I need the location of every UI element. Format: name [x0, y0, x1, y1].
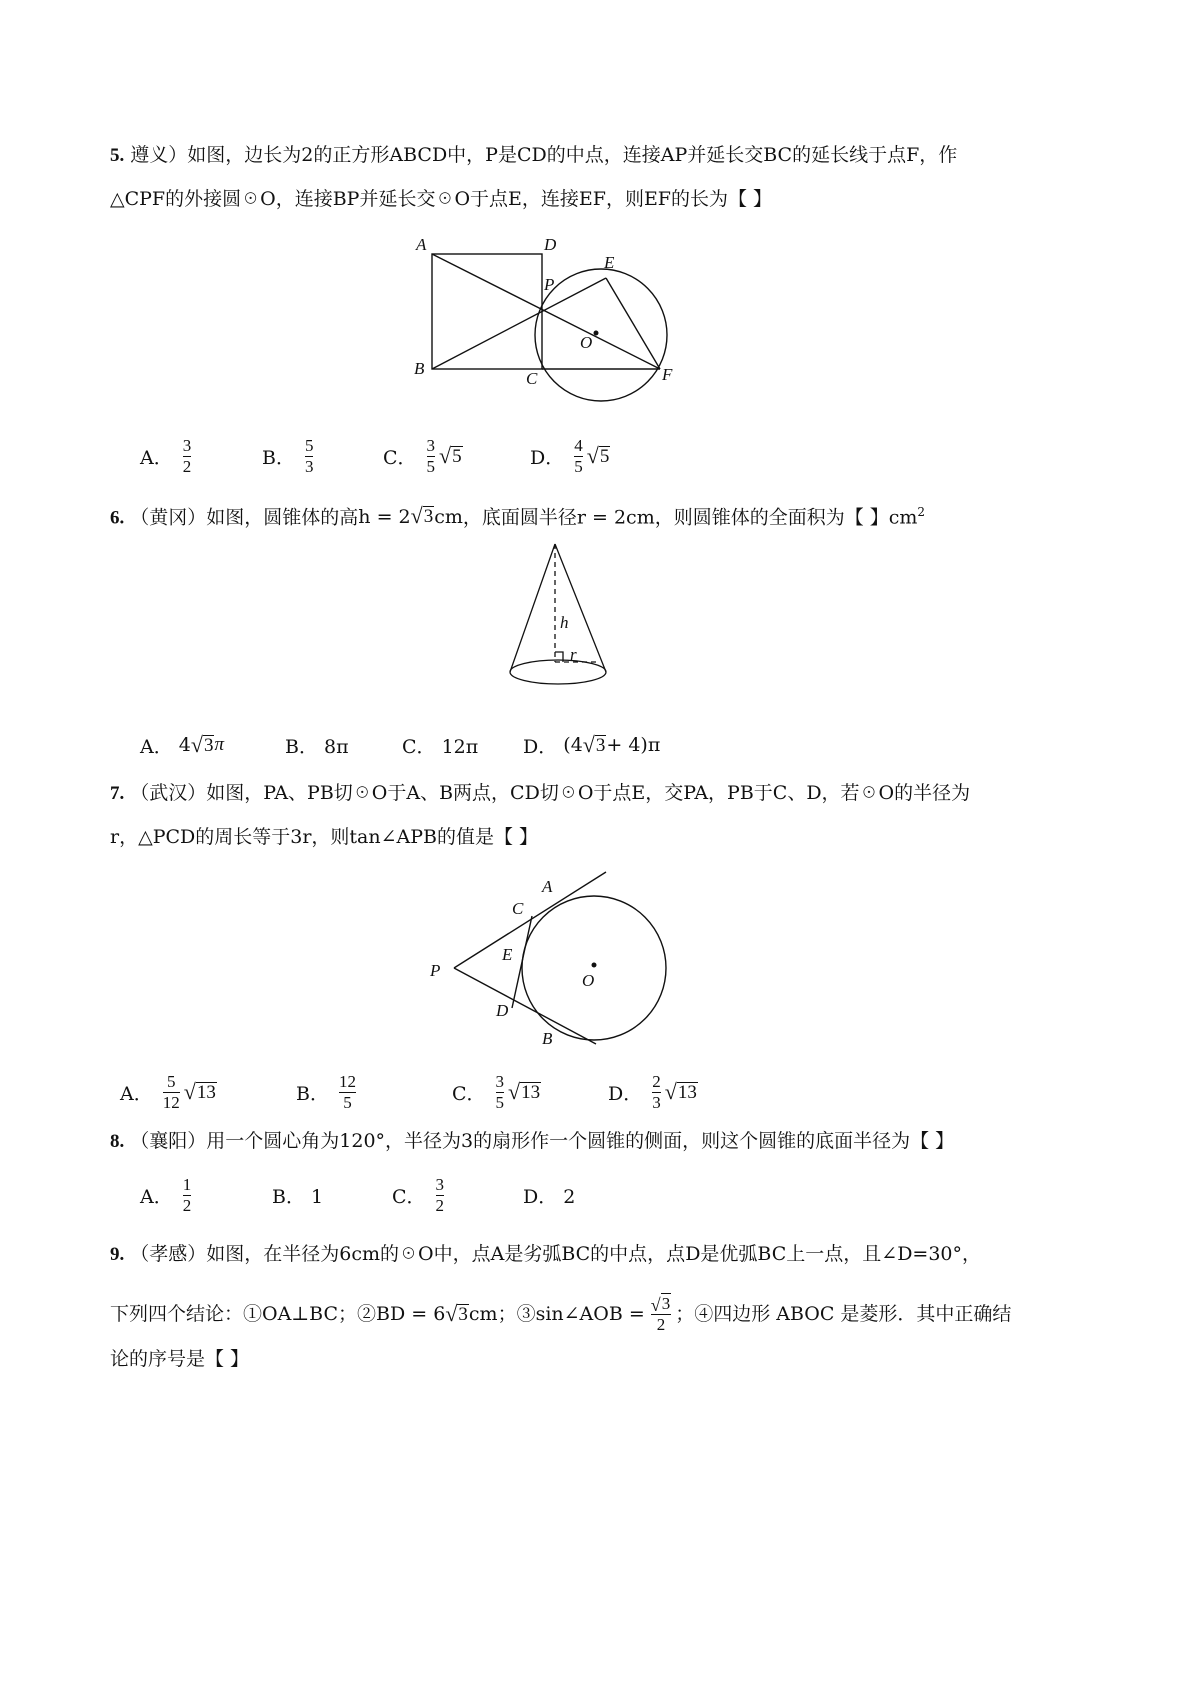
- q5-option-d-rad: 5: [599, 446, 610, 467]
- q5-option-c-den: 5: [426, 456, 436, 476]
- q9-bd-sqrt: √ 3: [445, 1301, 468, 1326]
- q9-text-3: 论的序号是【 】: [110, 1348, 250, 1370]
- q5-text-2: △CPF的外接圆☉O，连接BP并延长交☉O于点E，连接EF，则EF的长为【 】: [110, 188, 773, 210]
- q6-text-post: ，则圆锥体的全面积为【 】cm: [654, 506, 918, 529]
- q6-option-a-rad: 3: [203, 735, 214, 756]
- q6-option-b[interactable]: [285, 722, 349, 768]
- q5-label-o: O: [580, 333, 593, 352]
- q5-label-e: E: [604, 253, 615, 272]
- q7-option-b-num: 12: [338, 1071, 356, 1091]
- q7-option-d-letter: D．: [608, 1082, 643, 1105]
- q6-label-h: h: [560, 613, 569, 632]
- q6-line1: [110, 497, 925, 533]
- q7-option-d-frac: [652, 1072, 661, 1113]
- q6-label-r: r: [570, 645, 577, 664]
- q9-bd-rad: 3: [458, 1304, 468, 1325]
- q8-option-c-frac: [436, 1175, 445, 1216]
- q5-option-b[interactable]: [262, 433, 317, 479]
- q7-label-e: E: [502, 945, 513, 964]
- q5-label-p: P: [544, 275, 555, 294]
- q5-label-d: D: [544, 235, 557, 254]
- q7-option-b-frac: [339, 1072, 356, 1113]
- q7-option-c-letter: C．: [452, 1082, 486, 1105]
- q7-option-d-den: 3: [652, 1092, 661, 1112]
- q5-option-b-num: 5: [304, 435, 314, 455]
- q5-option-a[interactable]: [140, 433, 195, 479]
- q7-line1: [110, 778, 970, 809]
- q5-option-d-sqrt: √ 5: [586, 443, 610, 468]
- q6-figure: [500, 538, 620, 698]
- q7-option-b-den: 5: [343, 1092, 352, 1112]
- q9-line2: [110, 1294, 1011, 1334]
- q5-text-1: 遵义）如图，边长为2的正方形ABCD中，P是CD的中点，连接AP并延长交BC的延长线于点F，作: [124, 144, 958, 166]
- q9-text-cm: cm；③: [468, 1303, 536, 1325]
- q7-text-2: r，△PCD的周长等于3r，则tan∠APB的值是【 】: [110, 826, 539, 848]
- q6-h-b: cm: [434, 506, 463, 529]
- q5-option-d-den: 5: [574, 456, 583, 476]
- q9-sin-frac-rad: 3: [661, 1294, 671, 1313]
- q8-option-c[interactable]: [392, 1172, 448, 1218]
- q9-line3: [110, 1344, 249, 1374]
- q8-option-a[interactable]: [140, 1172, 195, 1218]
- q8-option-c-letter: C．: [392, 1185, 426, 1208]
- q6-option-c-text: C． 12π: [402, 735, 479, 758]
- q7-option-a-den: 12: [162, 1092, 180, 1112]
- q7-label-o: O: [582, 971, 595, 990]
- q7-number: 7.: [110, 783, 125, 804]
- q5-number: 5.: [110, 145, 125, 166]
- q8-option-a-frac: [183, 1175, 192, 1216]
- q6-option-d-sqrt: √ 3: [582, 732, 606, 757]
- q6-number: 6.: [110, 507, 125, 529]
- q7-option-d-rad: 13: [677, 1082, 697, 1103]
- q8-option-c-den: 2: [435, 1195, 445, 1215]
- q9-number: 9.: [110, 1244, 125, 1265]
- q6-option-b-text: B． 8π: [285, 735, 349, 758]
- q9-text-1: （孝感）如图，在半径为6cm的☉O中，点A是劣弧BC的中点，点D是优弧BC上一点，且∠D=30°，: [124, 1243, 982, 1265]
- q5-option-a-num: 3: [182, 435, 192, 455]
- q5-option-b-den: 3: [304, 456, 314, 476]
- q5-label-c: C: [526, 369, 538, 388]
- q6-option-a-pi: π: [214, 734, 224, 755]
- q7-figure: [420, 868, 680, 1058]
- q5-option-c-num: 3: [426, 435, 436, 455]
- q5-line1: [110, 140, 957, 171]
- q6-option-d[interactable]: [523, 722, 660, 768]
- q6-text-mid: ，底面圆半径: [462, 506, 577, 529]
- q5-square: [432, 254, 542, 369]
- q5-label-b: B: [414, 359, 425, 378]
- q7-option-d-num: 2: [652, 1071, 661, 1091]
- q8-option-a-num: 1: [182, 1174, 192, 1194]
- q7-option-b[interactable]: [296, 1069, 360, 1115]
- q9-sin-frac: √ 3 2: [650, 1294, 671, 1334]
- q8-option-b-text: B． 1: [272, 1185, 324, 1208]
- q5-line-be: [432, 278, 606, 369]
- q5-figure: [400, 232, 740, 432]
- q9-text-2a: 下列四个结论：①OA⊥BC；②: [110, 1303, 377, 1325]
- q7-option-c-den: 5: [495, 1092, 505, 1112]
- q8-option-c-num: 3: [435, 1174, 445, 1194]
- q5-option-d-letter: D．: [530, 446, 565, 469]
- q6-h-rad: 3: [423, 506, 434, 528]
- q7-option-c-frac: [496, 1072, 505, 1113]
- q5-option-a-letter: A．: [140, 446, 173, 469]
- q6-sup: 2: [917, 505, 926, 519]
- q9-sin-expr: sin∠AOB =: [535, 1303, 645, 1325]
- q8-option-d[interactable]: [523, 1172, 575, 1218]
- q7-option-c[interactable]: [452, 1069, 541, 1115]
- q7-option-d-sqrt: √ 13: [664, 1079, 697, 1104]
- q6-text-pre: （黄冈）如图，圆锥体的高: [124, 506, 359, 529]
- q9-bd-expr: BD = 6: [376, 1303, 446, 1325]
- q6-r-expr: r = 2cm: [576, 506, 655, 529]
- q5-option-c-frac: [427, 436, 436, 477]
- q5-circle: [535, 269, 667, 401]
- q6-option-c[interactable]: [402, 722, 478, 768]
- q8-option-d-text: D． 2: [523, 1185, 576, 1208]
- q7-option-a-sqrt: √ 13: [183, 1079, 216, 1104]
- q7-label-c: C: [512, 899, 524, 918]
- q7-label-a: A: [542, 877, 553, 896]
- q5-line2: [110, 184, 772, 214]
- q5-option-c-rad: 5: [452, 446, 462, 467]
- q7-option-c-num: 3: [495, 1071, 505, 1091]
- q5-option-b-letter: B．: [262, 446, 295, 469]
- q8-option-a-letter: A．: [140, 1185, 173, 1208]
- q6-option-d-a: (4: [563, 734, 583, 756]
- q5-label-a: A: [416, 235, 427, 254]
- q9-line1: [110, 1239, 981, 1270]
- q7-line2: [110, 822, 538, 852]
- q6-option-a-letter: A．: [140, 735, 173, 758]
- q5-center-dot: [594, 331, 599, 336]
- q6-option-d-rad: 3: [595, 735, 606, 756]
- q8-text-1: （襄阳）用一个圆心角为120°，半径为3的扇形作一个圆锥的侧面，则这个圆锥的底面半径为【 】: [124, 1130, 955, 1152]
- q7-text-1: （武汉）如图，PA、PB切☉O于A、B两点，CD切☉O于点E，交PA，PB于C、D，若☉O的半径为: [124, 782, 971, 804]
- q7-label-b: B: [542, 1029, 553, 1048]
- q5-option-b-frac: [305, 436, 314, 477]
- q7-label-d: D: [496, 1001, 509, 1020]
- q5-option-c[interactable]: [383, 433, 463, 479]
- q7-option-a-num: 5: [166, 1071, 176, 1091]
- q5-label-f: F: [662, 365, 673, 384]
- q8-line1: [110, 1126, 954, 1157]
- q7-label-p: P: [430, 961, 441, 980]
- q6-h-a: h = 2: [358, 506, 411, 529]
- q7-option-a-rad: 13: [196, 1082, 216, 1103]
- q6-option-a[interactable]: [140, 722, 224, 768]
- q7-option-a[interactable]: [120, 1069, 217, 1115]
- q9-text-2b: ；④四边形 ABOC 是菱形．其中正确结: [675, 1303, 1012, 1325]
- q5-option-c-letter: C．: [383, 446, 417, 469]
- q6-option-a-sqrt: √ 3: [190, 732, 214, 757]
- q7-option-c-rad: 13: [521, 1082, 541, 1103]
- q9-sin-frac-den: 2: [656, 1315, 666, 1334]
- q8-option-a-den: 2: [182, 1195, 192, 1215]
- q8-option-b[interactable]: [272, 1172, 323, 1218]
- q5-option-d-num: 4: [574, 435, 583, 455]
- q5-option-d[interactable]: [530, 433, 610, 479]
- q8-number: 8.: [110, 1131, 125, 1152]
- q6-option-d-letter: D．: [523, 735, 558, 758]
- q6-option-d-b: + 4)π: [606, 734, 661, 756]
- q5-option-d-frac: [574, 436, 583, 477]
- q6-option-a-coef: 4: [178, 734, 191, 756]
- q7-option-a-frac: [163, 1072, 180, 1113]
- q7-option-b-letter: B．: [296, 1082, 329, 1105]
- q5-option-c-sqrt: √ 5: [439, 443, 462, 468]
- q7-option-a-letter: A．: [120, 1082, 153, 1105]
- q5-option-a-den: 2: [182, 456, 192, 476]
- q5-option-a-frac: [183, 436, 192, 477]
- q7-option-d[interactable]: [608, 1069, 698, 1115]
- q7-option-c-sqrt: √ 13: [508, 1079, 541, 1104]
- q6-h-expr: h = 2 √ 3 cm: [358, 503, 463, 529]
